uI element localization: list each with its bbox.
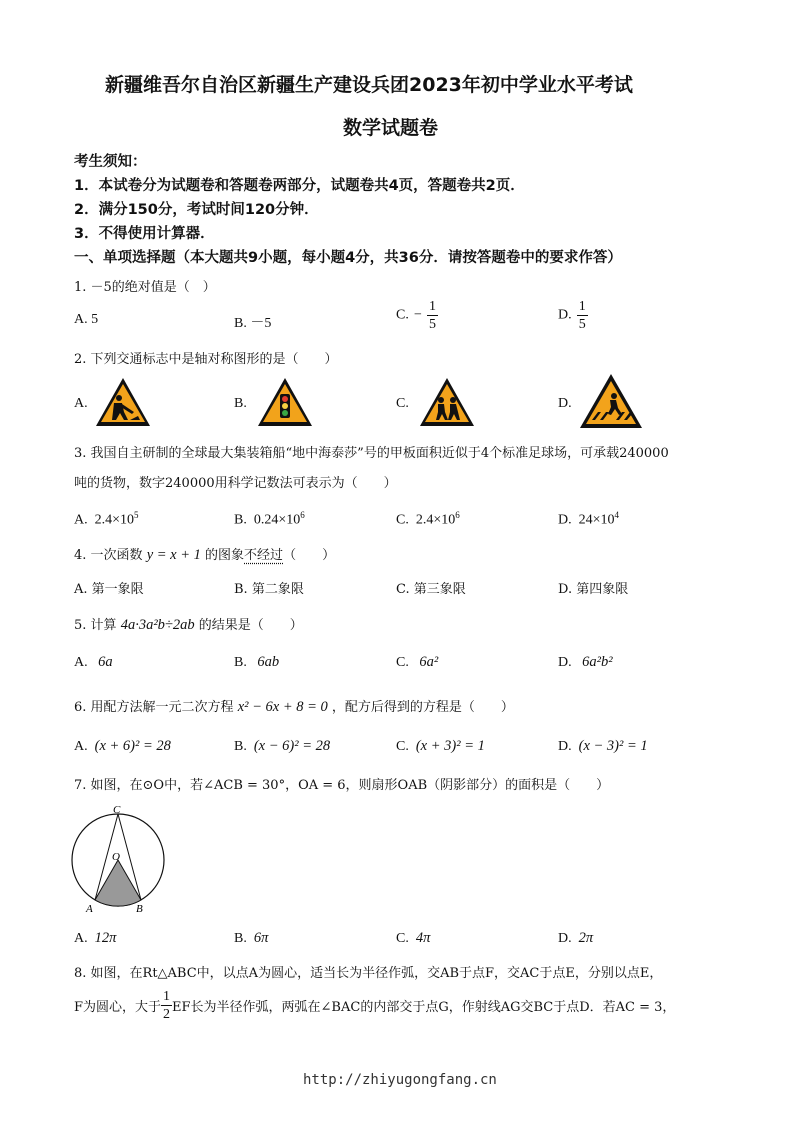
q7-option-b (234, 930, 268, 947)
q3-option-c (396, 510, 460, 529)
q1-option-c (396, 298, 438, 333)
q8-line2-pre: F为圆心，大于 (74, 1000, 162, 1015)
q5-c-value: 6a² (419, 654, 439, 670)
q6-option-c-label: C. (396, 739, 409, 754)
notice-heading: 考生须知： (74, 154, 147, 170)
q6-option-d (558, 738, 648, 755)
pedestrian-crossing-sign-icon (578, 372, 644, 430)
q5-option-a (74, 654, 113, 671)
q4-option-d: D. 第四象限 (558, 582, 629, 597)
q7-option-d (558, 930, 593, 947)
q6-option-a (74, 738, 171, 755)
question-8-line1: 8. 如图，在Rt△ABC中，以点A为圆心，适当长为半径作弧，交AB于点F，交AC于点E，分别以点E， (74, 966, 663, 981)
q7-option-a-label: A. (74, 931, 88, 946)
q6-b-value: (x − 6)² = 28 (253, 738, 331, 754)
q5-option-b (234, 654, 279, 671)
figure-label-b: B (136, 903, 143, 915)
q5-a-value: 6a (98, 654, 113, 670)
q3-c-exp: 6 (455, 510, 460, 520)
q6-option-a-label: A. (74, 739, 88, 754)
notice-item: 3．不得使用计算器． (74, 226, 215, 242)
q4-emphasis: 不经过 (244, 548, 284, 563)
q6-option-d-label: D. (558, 739, 572, 754)
q2-option-a: A. (74, 396, 88, 411)
q5-option-d-label: D. (558, 655, 572, 670)
question-7-stem: 7. 如图，在⊙O中，若∠ACB = 30°，OA = 6，则扇形OAB（阴影部分）的面积是（ ） (74, 778, 610, 793)
q7-option-c-label: C. (396, 931, 409, 946)
q5-stem-pre: 5. 计算 (74, 618, 117, 633)
q3-d-exp: 4 (614, 510, 620, 520)
q7-option-a (74, 930, 116, 947)
q7-b-value: 6π (253, 930, 269, 946)
question-3-line2: 吨的货物，数字240000用科学记数法可表示为（ ） (74, 476, 397, 491)
question-2-stem: 2. 下列交通标志中是轴对称图形的是（ ） (74, 352, 338, 367)
q2-option-d: D. (558, 396, 572, 411)
q7-a-value: 12π (94, 930, 117, 946)
q5-stem-math: 4a·3a²b÷2ab (120, 617, 195, 633)
q8-fraction-numerator: 1 (163, 989, 171, 1004)
q5-option-c-label: C. (396, 655, 409, 670)
q1-c-numerator: 1 (428, 299, 436, 314)
q8-fraction-denominator: 2 (163, 1007, 171, 1022)
q3-a-base: 2.4×10 (94, 512, 135, 528)
children-crossing-sign-icon (418, 376, 476, 428)
q3-c-base: 2.4×10 (415, 512, 456, 528)
traffic-light-sign-icon (256, 376, 314, 428)
q3-option-b-label: B. (234, 512, 247, 528)
q6-a-value: (x + 6)² = 28 (94, 738, 171, 754)
question-1-stem: 1. －5的绝对值是（ ） (74, 280, 216, 295)
q4-stem-pre: 4. 一次函数 (74, 548, 143, 563)
q6-option-b (234, 738, 330, 755)
q4-stem-mid: 的图象 (205, 548, 245, 563)
q1-d-denominator: 5 (578, 317, 586, 332)
notice-item: 1．本试卷分为试题卷和答题卷两部分，试题卷共4页，答题卷共2页． (74, 178, 525, 194)
q4-option-b: B. 第二象限 (234, 582, 304, 597)
q7-option-c (396, 930, 430, 947)
notice-item: 2．满分150分，考试时间120分钟． (74, 202, 319, 218)
section-heading: 一、单项选择题（本大题共9小题，每小题4分，共36分．请按答题卷中的要求作答） (74, 250, 622, 266)
q4-stem-math: y = x + 1 (146, 547, 201, 563)
q3-option-b (234, 510, 305, 529)
q1-option-c-label: C. (396, 307, 409, 323)
footer-url[interactable]: http://zhiyugongfang.cn (303, 1072, 497, 1088)
q1-d-numerator: 1 (578, 299, 586, 314)
paper-subtitle: 数学试题卷 (343, 117, 439, 139)
q5-option-a-label: A. (74, 655, 88, 670)
q6-stem-post: ，配方后得到的方程是（ ） (331, 700, 514, 715)
q3-d-base: 24×10 (578, 512, 615, 528)
q5-stem-post: 的结果是（ ） (198, 618, 303, 633)
q6-stem-math: x² − 6x + 8 = 0 (237, 699, 328, 715)
q3-option-a-label: A. (74, 512, 88, 528)
q4-option-a: A. 第一象限 (74, 582, 144, 597)
figure-label-o: O (112, 851, 120, 863)
q3-option-d-label: D. (558, 512, 572, 528)
q1-option-b: B. －5 (234, 316, 272, 331)
q6-c-value: (x + 3)² = 1 (415, 738, 485, 754)
q3-option-c-label: C. (396, 512, 409, 528)
q1-option-c-sign: − (413, 307, 422, 323)
q3-b-base: 0.24×10 (253, 512, 301, 528)
q5-d-value: 6a²b² (582, 654, 613, 670)
figure-label-a: A (86, 903, 93, 915)
question-3-line1: 3. 我国自主研制的全球最大集装箱船“地中海泰莎”号的甲板面积近似于4个标准足球场，可承载240000 (74, 446, 669, 461)
q1-option-d (558, 298, 588, 333)
q7-option-d-label: D. (558, 931, 572, 946)
q2-option-c: C. (396, 396, 409, 411)
roadwork-sign-icon (94, 376, 152, 428)
q7-option-b-label: B. (234, 931, 247, 946)
q5-option-d (558, 654, 613, 671)
exam-title: 新疆维吾尔自治区新疆生产建设兵团2023年初中学业水平考试 (105, 74, 633, 96)
q8-line2-post: EF长为半径作弧，两弧在∠BAC的内部交于点G，作射线AG交BC于点D．若AC = 3， (172, 1000, 676, 1015)
q7-c-value: 4π (415, 930, 431, 946)
q1-option-a: A. 5 (74, 312, 99, 327)
q1-c-denominator: 5 (428, 317, 436, 332)
figure-label-c: C (113, 804, 121, 816)
q5-option-b-label: B. (234, 655, 247, 670)
question-8-line2 (74, 988, 675, 1023)
q3-option-a (74, 510, 139, 529)
q5-b-value: 6ab (257, 654, 280, 670)
question-6-stem (74, 696, 514, 716)
q3-a-exp: 5 (134, 510, 139, 520)
q2-option-b: B. (234, 396, 247, 411)
circle-sector-figure (64, 800, 174, 918)
q3-b-exp: 6 (300, 510, 305, 520)
question-5-stem (74, 614, 303, 634)
q6-option-c (396, 738, 485, 755)
q1-option-d-label: D. (558, 307, 572, 323)
q3-option-d (558, 510, 619, 529)
q6-option-b-label: B. (234, 739, 247, 754)
q4-option-c: C. 第三象限 (396, 582, 466, 597)
q4-stem-post: （ ） (283, 548, 336, 563)
question-4-stem (74, 544, 335, 564)
q5-option-c (396, 654, 438, 671)
q6-d-value: (x − 3)² = 1 (578, 738, 648, 754)
q7-d-value: 2π (578, 930, 594, 946)
q6-stem-pre: 6. 用配方法解一元二次方程 (74, 700, 234, 715)
